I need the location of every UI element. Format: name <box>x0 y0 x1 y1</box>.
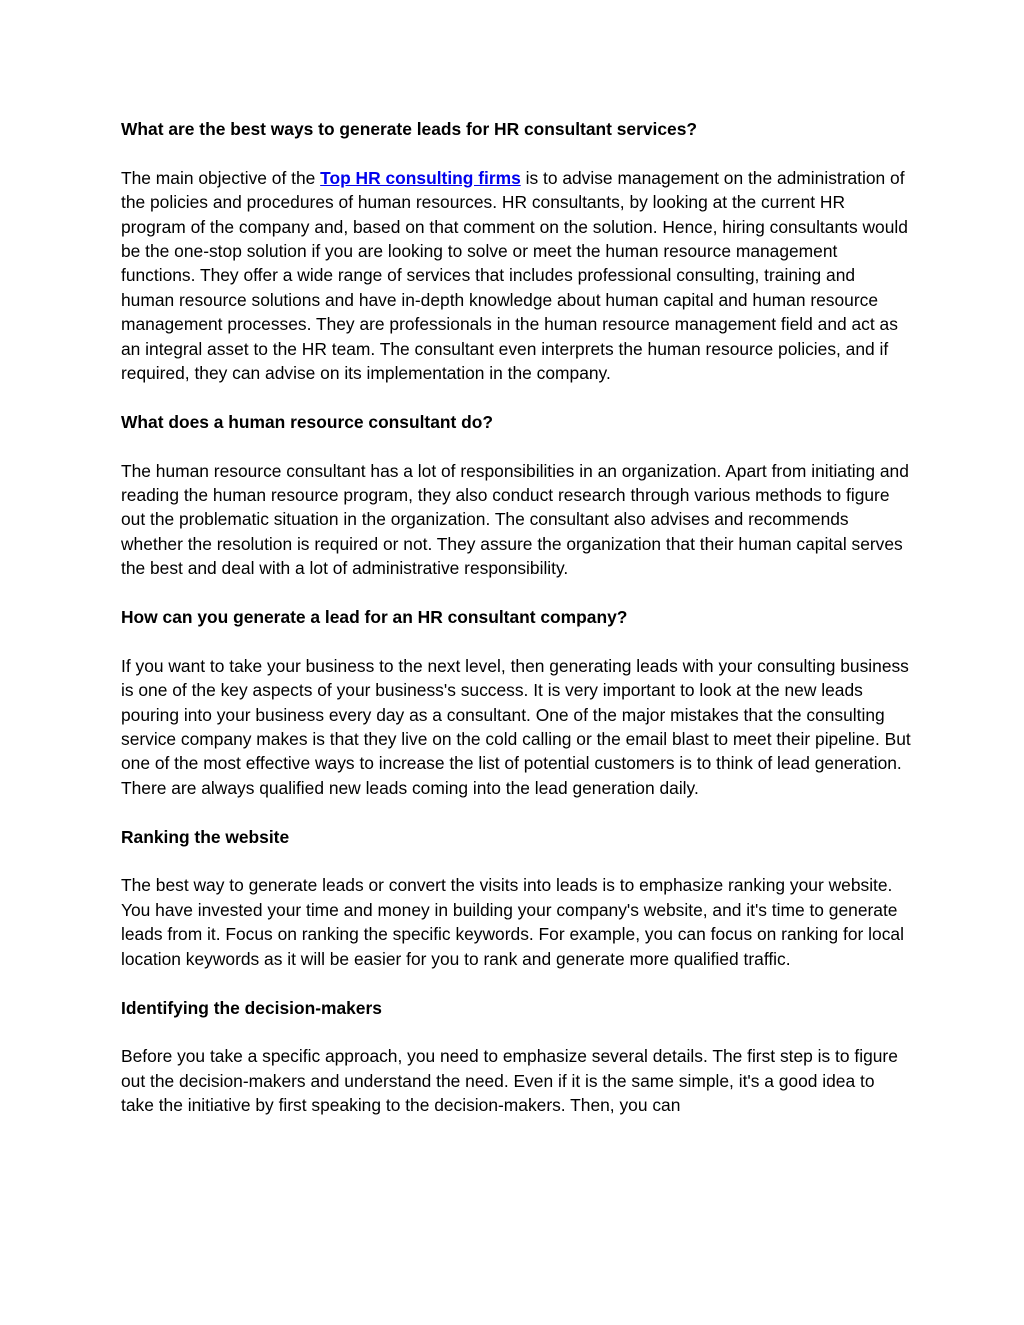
section-heading-ranking-website: Ranking the website <box>121 826 290 847</box>
paragraph-text: The main objective of the <box>121 167 321 188</box>
paragraph-next-level: If you want to take your business to the next level, then generating leads with your consulting business is one of the key aspects of your business's success. It is very important to look at the new leads pouring into your business every day as a consultant. One of the major mistakes that the consulting service company makes is that they live on the cold calling or the email blast to meet their pipeline. But one of the most effective ways to increase the list of potential customers is to think of lead generation. There are always qualified new leads coming into the lead generation daily. <box>121 655 911 798</box>
section-heading-decision-makers: Identifying the decision-makers <box>121 997 382 1018</box>
section-heading-best-ways: What are the best ways to generate leads for HR consultant services? <box>121 119 697 139</box>
paragraph-ranking: The best way to generate leads or convert the visits into leads is to emphasize ranking your website. You have invested your time and money in building your company's website, and it's time to generate leads from it. Focus on ranking the specific keywords. For example, you can focus on ranking for local location keywords as it will be easier for you to rank and generate more qualified traffic. <box>121 875 904 969</box>
paragraph-text: is to advise management on the administration of the policies and procedures of human resources. HR consultants, by looking at the current HR program of the company and, based on that comment on the solution. Hence, hiring consultants would be the one-stop solution if you are looking to solve or meet the human resource management functions. They offer a wide range of services that includes professional consulting, training and human resource solutions and have in-depth knowledge about human capital and human resource management processes. They are professionals in the human resource management field and act as an integral asset to the HR team. The consultant even interprets the human resource policies, and if required, they can advise on its implementation in the company. <box>121 167 908 384</box>
paragraph-responsibilities: The human resource consultant has a lot of responsibilities in an organization. Apart from initiating and reading the human resource program, they also conduct research through various methods to figure out the problematic situation in the organization. The consultant also advises and recommends whether the resolution is required or not. They assure the organization that their human capital serves the best and deal with a lot of administrative responsibility. <box>121 460 909 579</box>
paragraph-decision-makers: Before you take a specific approach, you need to emphasize several details. The first step is to figure out the decision-makers and understand the need. Even if it is the same simple, it's a good idea to take the initiative by first speaking to the decision-makers. Then, you can <box>121 1046 898 1116</box>
top-hr-consulting-firms-link[interactable]: Top HR consulting firms <box>320 167 521 188</box>
document-body <box>121 117 911 1118</box>
section-heading-what-does-consultant-do: What does a human resource consultant do? <box>121 411 494 432</box>
section-heading-generate-lead: How can you generate a lead for an HR consultant company? <box>121 607 628 628</box>
paragraph-main-objective <box>121 166 911 386</box>
